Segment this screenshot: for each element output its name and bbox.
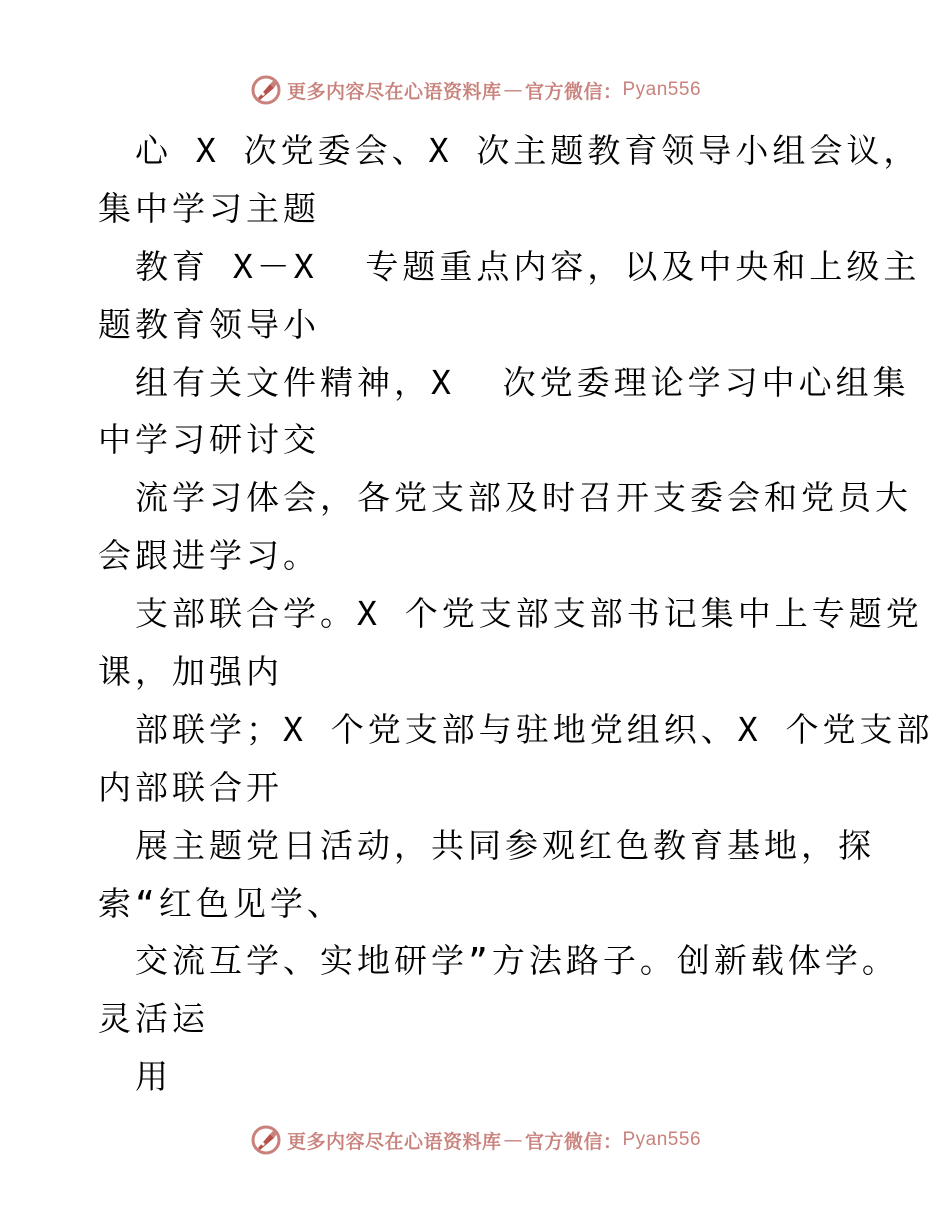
body-line: 支部联合学。X 个党支部支部书记集中上专题党 <box>135 594 923 634</box>
body-line: 展主题党日活动，共同参观红色教育基地，探 <box>135 825 875 865</box>
body-line: 会跟进学习。 <box>98 536 320 576</box>
footer-watermark <box>0 1123 950 1157</box>
body-line: 用 <box>135 1057 172 1097</box>
body-line: 题教育领导小 <box>98 304 320 344</box>
body-line: 内部联合开 <box>98 767 283 807</box>
body-line: 交流互学、实地研学”方法路子。创新载体学。 <box>135 941 899 981</box>
body-line: 部联学；X 个党支部与驻地党组织、X 个党支部 <box>135 709 934 749</box>
body-line: 课，加强内 <box>98 652 283 692</box>
body-line: 流学习体会，各党支部及时召开支委会和党员大 <box>135 478 912 518</box>
body-line: 教育 X－X 专题重点内容，以及中央和上级主 <box>135 246 921 286</box>
pen-nib-logo-icon <box>249 73 283 107</box>
watermark-text: 更多内容尽在心语资料库 <box>286 1130 502 1153</box>
watermark-text: 更多内容尽在心语资料库 <box>286 80 502 103</box>
watermark-wechat-label: 官方微信： <box>524 80 623 103</box>
watermark-wechat-label: 官方微信： <box>524 1130 623 1153</box>
body-line: 集中学习主题 <box>98 188 320 228</box>
body-line: 组有关文件精神，X 次党委理论学习中心组集 <box>135 362 910 402</box>
header-watermark <box>0 73 950 107</box>
body-line: 心 X 次党委会、X 次主题教育领导小组会议， <box>135 131 921 170</box>
watermark-wechat-id: Pyan556 <box>622 1129 702 1150</box>
document-body <box>98 122 934 1106</box>
watermark-wechat-id: Pyan556 <box>622 79 702 100</box>
watermark-separator: — <box>503 1129 523 1151</box>
body-line: 中学习研讨交 <box>98 420 320 460</box>
pen-nib-logo-icon <box>249 1123 283 1157</box>
watermark-separator: — <box>503 79 523 101</box>
body-line: 索“红色见学、 <box>98 883 344 923</box>
body-line: 灵活运 <box>98 999 209 1039</box>
